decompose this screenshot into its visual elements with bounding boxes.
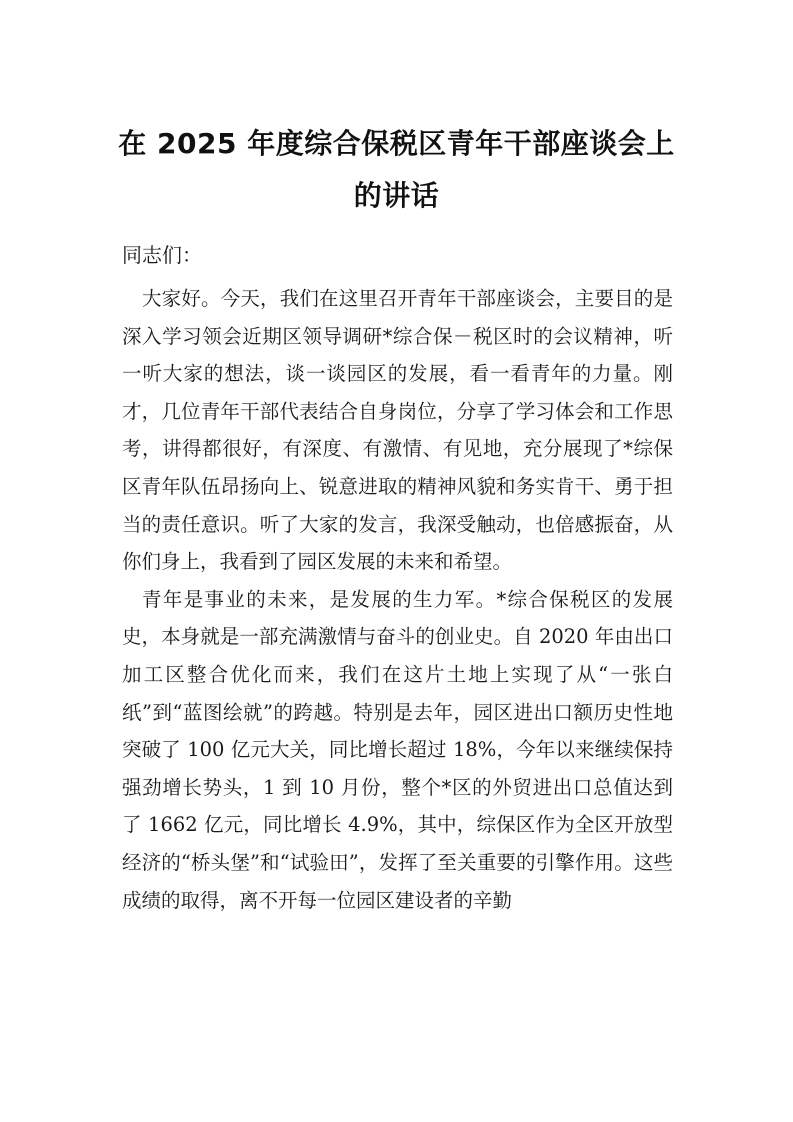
body-text [122, 280, 673, 919]
paragraph: 青年是事业的未来，是发展的生力军。*综合保税区的发展史，本身就是一部充满激情与奋斗的创业史。自 2020 年由出口加工区整合优化而来，我们在这片土地上实现了从“一张白纸”到“蓝图绘就”的跨越。特别是去年，园区进出口额历史性地突破了 100 亿元大关，同比增长超过 18%，今年以来继续保持强劲增长势头，1 到 10 月份，整个*区的外贸进出口总值达到了 1662 亿元，同比增长 4.9%，其中，综保区作为全区开放型经济的“桥头堡”和“试验田”，发挥了至关重要的引擎作用。这些成绩的取得，离不开每一位园区建设者的辛勤 [122, 587, 673, 912]
salutation: 同志们： [122, 243, 202, 267]
paragraph: 大家好。今天，我们在这里召开青年干部座谈会，主要目的是深入学习领会近期区领导调研*综合保－税区时的会议精神，听一听大家的想法，谈一谈园区的发展，看一看青年的力量。刚才，几位青年干部代表结合自身岗位，分享了学习体会和工作思考，讲得都很好，有深度、有激情、有见地，充分展现了*综保区青年队伍昂扬向上、锐意进取的精神风貌和务实肯干、勇于担当的责任意识。听了大家的发言，我深受触动，也倍感振奋，从你们身上，我看到了园区发展的未来和希望。 [122, 287, 673, 574]
page-title: 在 2025 年度综合保税区青年干部座谈会上的讲话 [118, 127, 675, 212]
